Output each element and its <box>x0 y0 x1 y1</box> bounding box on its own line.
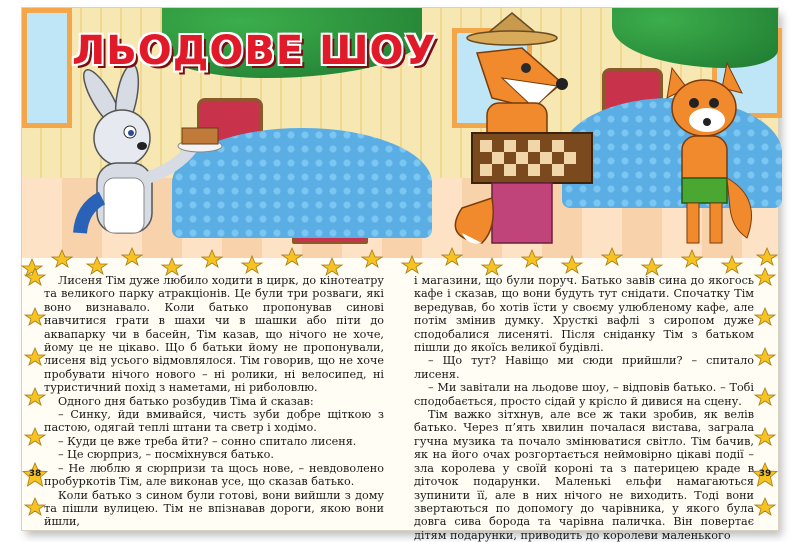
cafe-illustration <box>22 8 778 258</box>
book-spread <box>22 8 778 542</box>
rabbit-waiter <box>42 68 222 248</box>
paragraph: – Синку, йди вмивайся, чисть зуби добре щіткою з пастою, одягай теплі штани та светр і ходімо. <box>44 408 384 435</box>
fox-child <box>652 58 762 258</box>
page-number-right <box>752 462 778 488</box>
stars-border-right <box>752 258 778 530</box>
paragraph: – Ми завітали на льодове шоу, – відповів батько. – Тобі сподобається, просто сідай у крісло й дивися на сцену. <box>414 381 754 408</box>
paragraph: – Що тут? Навіщо ми сюди прийшли? – спитало лисеня. <box>414 354 754 381</box>
text-column-left <box>44 274 384 529</box>
page-number-left <box>22 462 48 488</box>
paragraph: – Не люблю я сюрпризи та щось нове, – невдоволено пробуркотів Тім, але виконав усе, що сказав батько. <box>44 461 384 489</box>
text-column-right <box>414 274 754 542</box>
paragraph: і магазини, що були поруч. Батько завів сина до якогось кафе і сказав, що вони будуть тут снідати. Спочатку Тім вередував, бо хотів їсти у своєму улюбленому кафе, але потім змінив думку. Хрусткі вафлі з сиропом дуже сподобалися лисеняті. Після сніданку Тім з батьком пішли до якоїсь великої будівлі. <box>414 274 754 355</box>
paragraph: Тім важко зітхнув, але все ж таки зробив, як велів батько. Через п’ять хвилин почалася вистава, заграла гучна музика та почало змінюватися світло. Тім бачив, як на його очах розгортається неймовірно цікаві події – зла королева у своїй короні та з патерицею краде в діточок подарунки. Маленькі ельфи намагаються зупинити її, але в них нічого не виходить. Тоді вони звертаються по допомогу до чарівника, у якого була довга сива борода та чарівна паличка. Він повертає дітям подарунки, приводить до королеви маленького <box>414 408 754 542</box>
paragraph: Лисеня Тім дуже любило ходити в цирк, до кінотеатру та великого парку атракціонів. Це були три розваги, які воно визнавало. Коли батько пропонував синові навчитися грати в шахи чи в шашки або піти до аквапарку чи в басейн, Тім казав, що нічого не хоче, йому це не цікаво. Що б батьки йому не пропонували, лисеня від усього відмовлялося. Тім говорив, що не хоче пробувати нічого нового – ні ролики, ні велосипед, ні туристичний похід з наметами, ні риболовлю. <box>44 274 384 395</box>
paragraph: – Це сюрприз, – посміхнувся батько. <box>58 448 274 462</box>
page-number-text: 38 <box>28 469 42 479</box>
paragraph: – Куди це вже треба йти? – сонно спитало лисеня. <box>58 434 357 448</box>
paragraph: Коли батько з сином були готові, вони вийшли з дому та пішли вулицею. Тім не впізнавав дороги, якою вони йшли, <box>44 488 384 529</box>
fox-father <box>442 8 622 258</box>
stars-border-top <box>22 242 778 276</box>
page-number-text: 39 <box>758 469 772 479</box>
story-title: ЛЬОДОВЕ ШОУ <box>72 28 437 74</box>
paragraph: Одного дня батько розбудив Тіма й сказав: <box>58 394 314 408</box>
